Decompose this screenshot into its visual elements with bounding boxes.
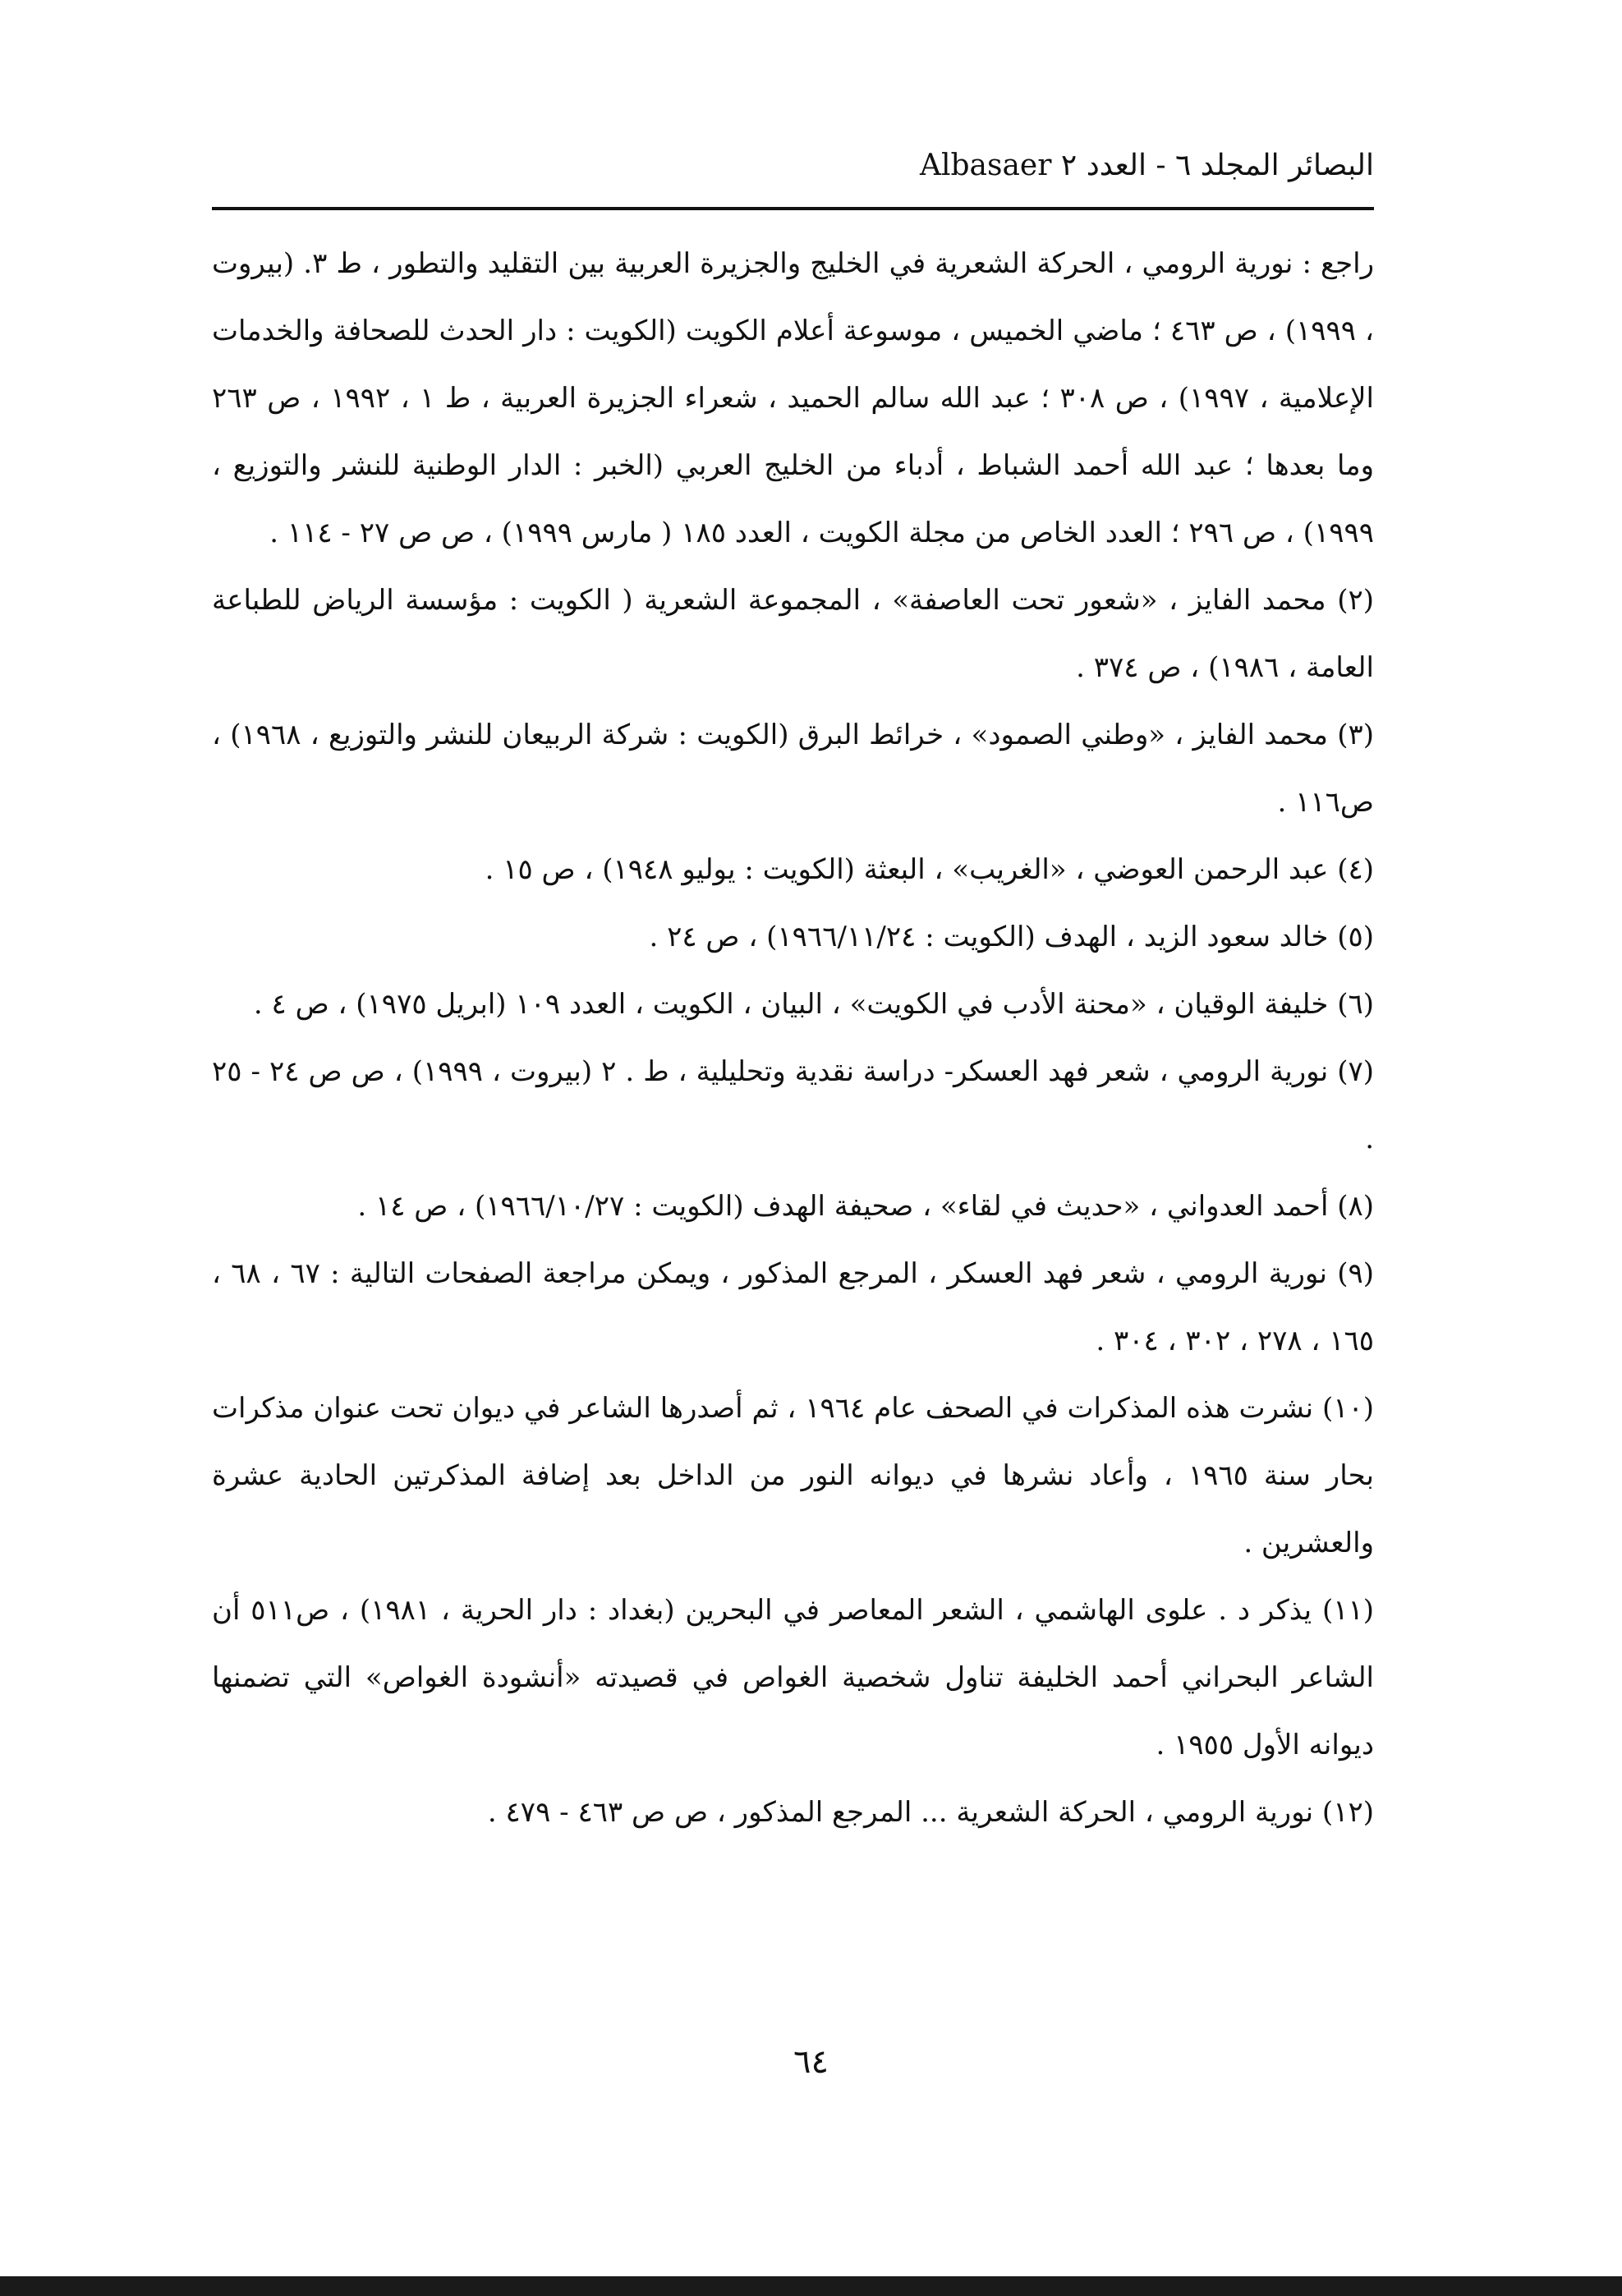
- footnote-6: (٦) خليفة الوقيان ، «محنة الأدب في الكويت» ، البيان ، الكويت ، العدد ١٠٩ (ابريل ١٩٧٥) ، ص ٤ .: [253, 988, 1374, 1021]
- footnotes-list: [212, 230, 1374, 1846]
- footnote-4: (٤) عبد الرحمن العوضي ، «الغريب» ، البعثة (الكويت : يوليو ١٩٤٨) ، ص ١٥ .: [485, 853, 1374, 886]
- footnote-3: (٣) محمد الفايز ، «وطني الصمود» ، خرائط البرق (الكويت : شركة الربيعان للنشر والتوزيع ، ١٩٦٨) ، ص١١٦ .: [212, 719, 1374, 819]
- scan-border: [0, 2276, 1622, 2296]
- footnote-11: (١١) يذكر د . علوى الهاشمي ، الشعر المعاصر في البحرين (بغداد : دار الحرية ، ١٩٨١) ، ص٥١١ أن الشاعر البحراني أحمد الخليفة تناول شخصية الغواص في قصيدته «أنشودة الغواص» التي تضمنها ديوانه الأول ١٩٥٥ .: [212, 1594, 1374, 1761]
- footnote-9: (٩) نورية الرومي ، شعر فهد العسكر ، المرجع المذكور ، ويمكن مراجعة الصفحات التالية : ٦٧ ، ٦٨ ، ١٦٥ ، ٢٧٨ ، ٣٠٢ ، ٣٠٤ .: [212, 1257, 1375, 1357]
- footnote-12: (١٢) نورية الرومي ، الحركة الشعرية ... المرجع المذكور ، ص ص ٤٦٣ - ٤٧٩ .: [487, 1796, 1374, 1829]
- footnote-5: (٥) خالد سعود الزيد ، الهدف (الكويت : ١٩٦٦/١١/٢٤) ، ص ٢٤ .: [649, 921, 1374, 953]
- footnote-2: (٢) محمد الفايز ، «شعور تحت العاصفة» ، المجموعة الشعرية ( الكويت : مؤسسة الرياض للطباعة العامة ، ١٩٨٦) ، ص ٣٧٤ .: [212, 584, 1374, 684]
- page-header: [212, 146, 1374, 186]
- footnote-7: (٧) نورية الرومي ، شعر فهد العسكر- دراسة نقدية وتحليلية ، ط . ٢ (بيروت ، ١٩٩٩) ، ص ص ٢٤ - ٢٥ .: [212, 1055, 1374, 1155]
- page-number: ٦٤: [793, 2043, 829, 2081]
- footnote-10: (١٠) نشرت هذه المذكرات في الصحف عام ١٩٦٤ ، ثم أصدرها الشاعر في ديوان تحت عنوان مذكرات بحار سنة ١٩٦٥ ، وأعاد نشرها في ديوانه النور من الداخل بعد إضافة المذكرتين الحادية عشرة والعشرين .: [212, 1392, 1375, 1559]
- header-divider: [212, 207, 1374, 210]
- footnote-continued: راجع : نورية الرومي ، الحركة الشعرية في الخليج والجزيرة العربية بين التقليد والتطور ، ط ٣. (بيروت ، ١٩٩٩) ، ص ٤٦٣ ؛ ماضي الخميس ، موسوعة أعلام الكويت (الكويت : دار الحدث للصحافة والخدمات الإعلامية ، ١٩٩٧) ، ص ٣٠٨ ؛ عبد الله سالم الحميد ، شعراء الجزيرة العربية ، ط ١ ، ١٩٩٢ ، ص ٢٦٣ وما بعدها ؛ عبد الله أحمد الشباط ، أدباء من الخليج العربي (الخبر : الدار الوطنية للنشر والتوزيع ، ١٩٩٩) ، ص ٢٩٦ ؛ العدد الخاص من مجلة الكويت ، العدد ١٨٥ ( مارس ١٩٩٩) ، ص ص ٢٧ - ١١٤ .: [212, 247, 1374, 549]
- running-header: البصائر المجلد ٦ - العدد ٢ Albasaer: [919, 149, 1374, 182]
- footnote-8: (٨) أحمد العدواني ، «حديث في لقاء» ، صحيفة الهدف (الكويت : ١٩٦٦/١٠/٢٧) ، ص ١٤ .: [357, 1190, 1374, 1223]
